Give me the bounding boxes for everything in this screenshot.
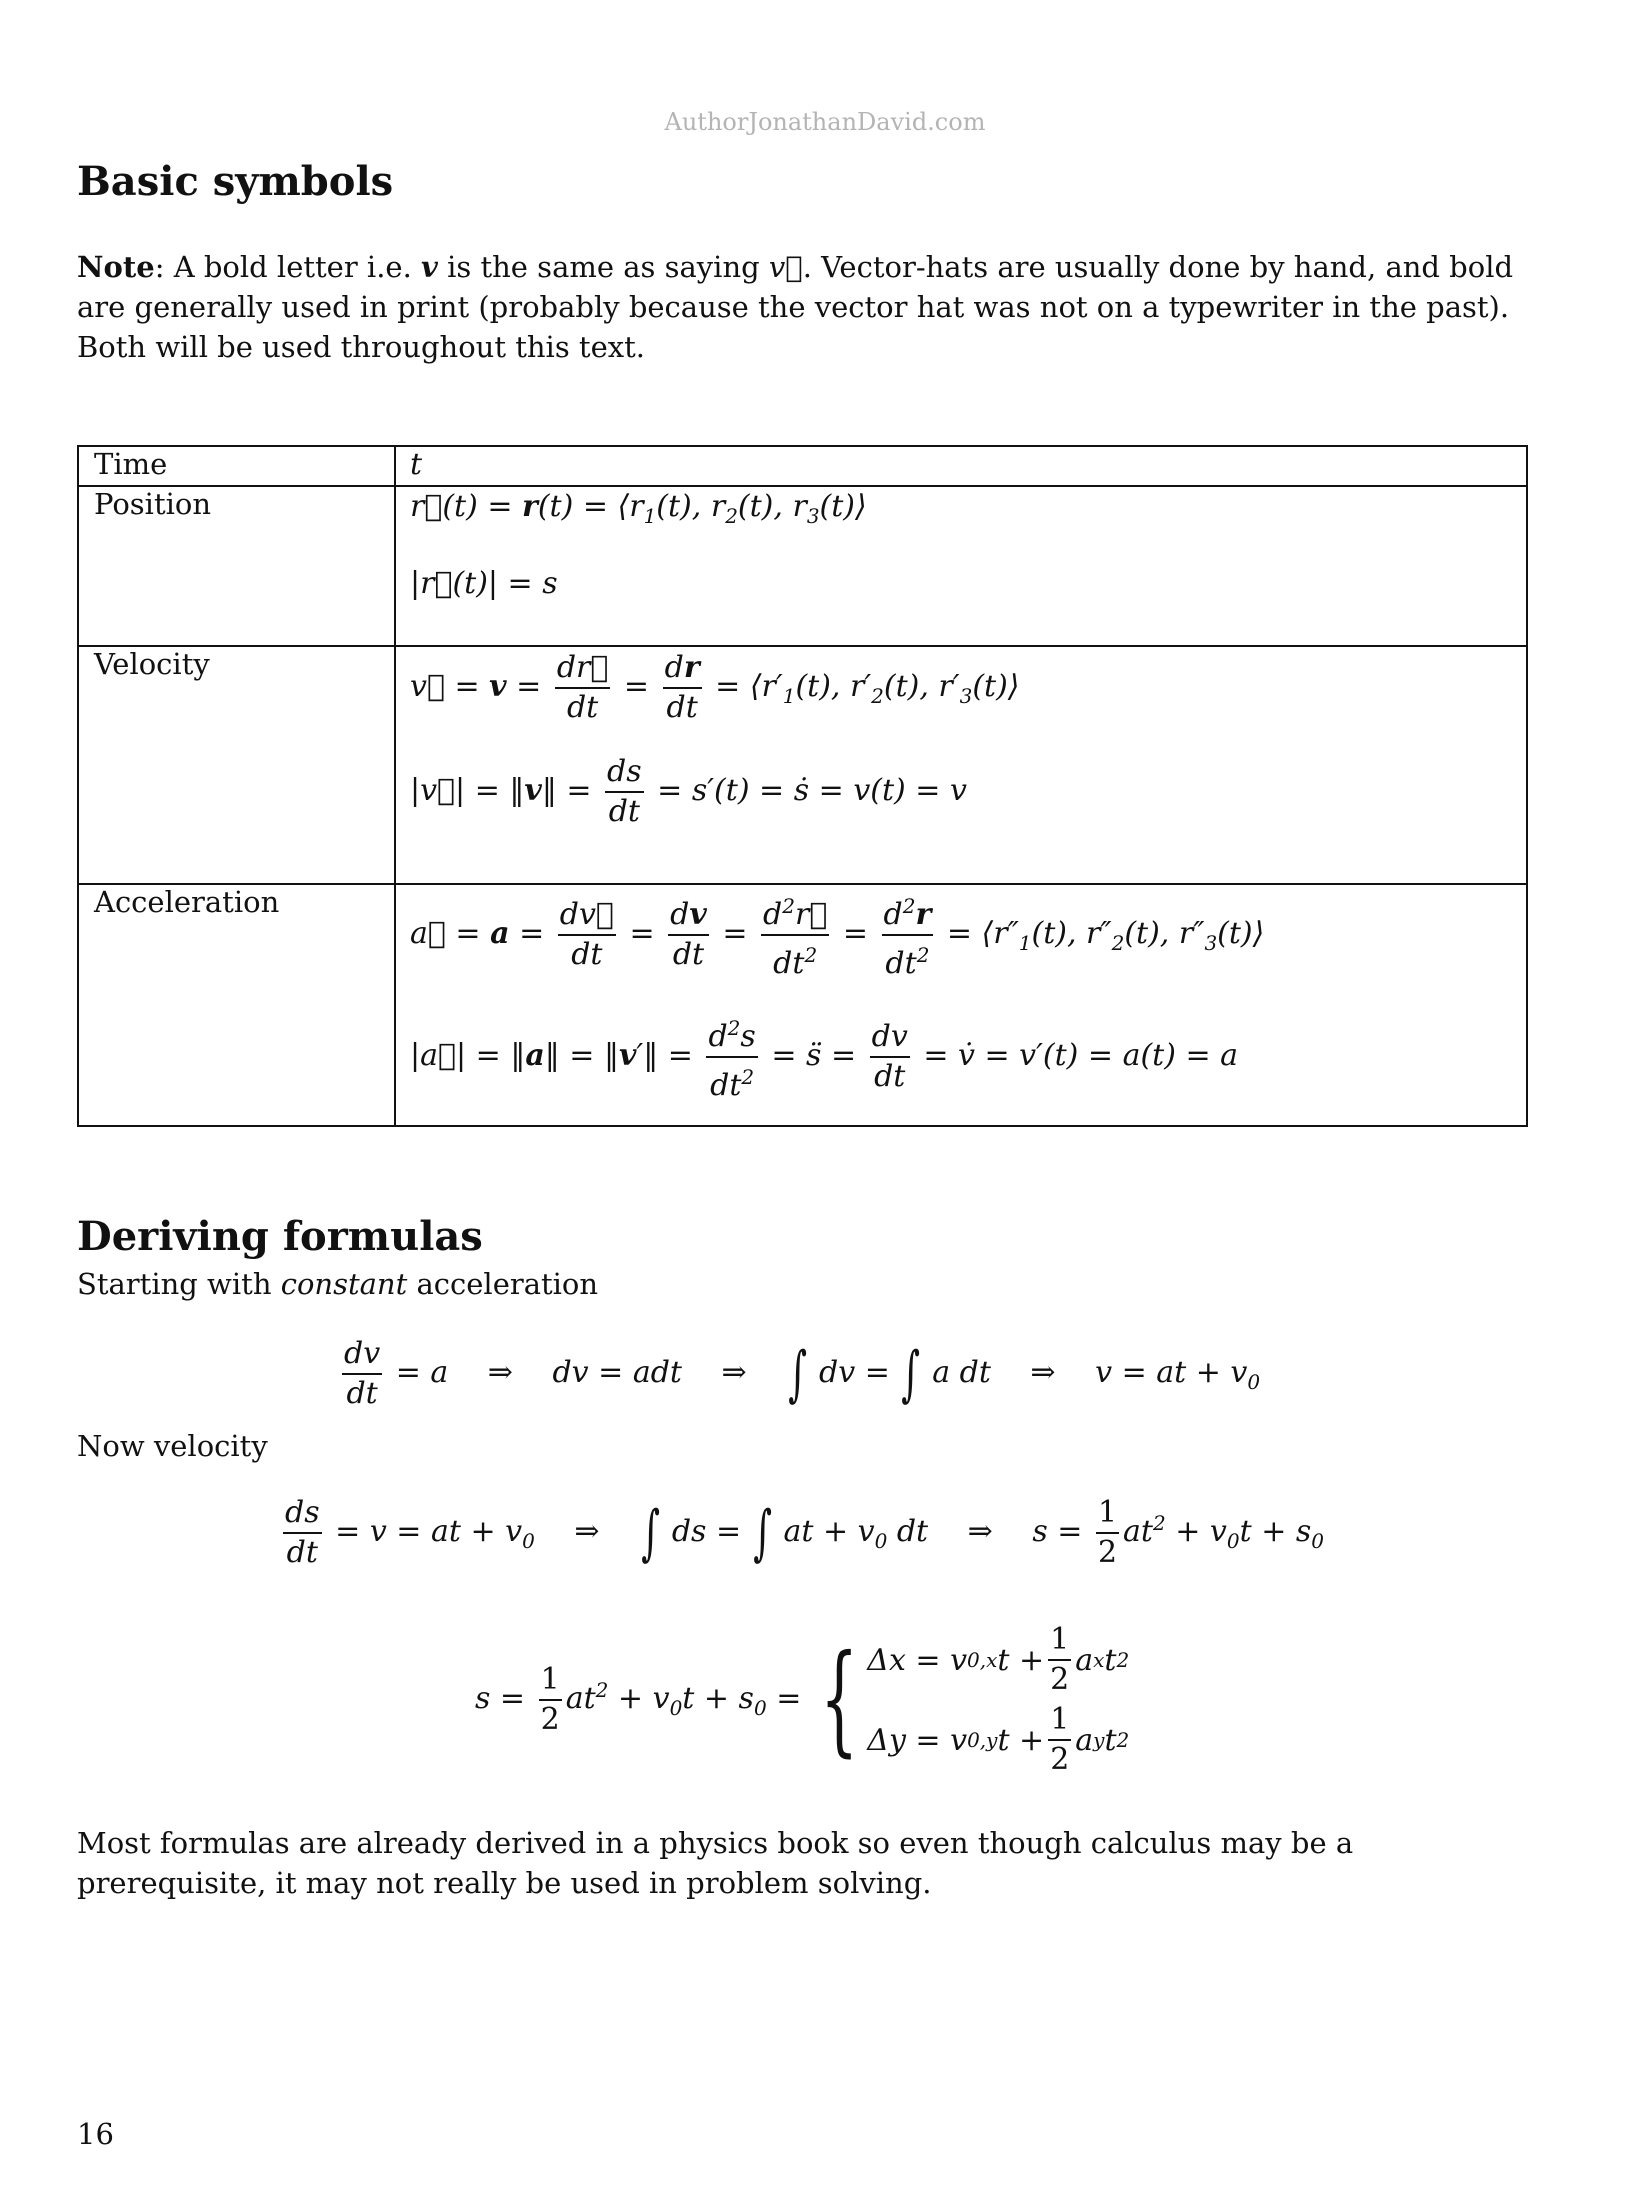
table-row [78,646,1527,884]
position-formulas: r⃗(t) = $r(t) = ⟨r_1(t)$, $r_2(t)$, $r_3(t)⟩$ |r⃗(t)| = s [395,486,1527,646]
note-label: Note [77,250,155,284]
page-number: 16 [77,2117,114,2151]
intro-text-1: Starting with [77,1267,281,1301]
deriving-intro [77,1264,598,1304]
page-header: AuthorJonathanDavid.com [664,108,986,136]
equation-velocity-derivation: $\frac{dv}{dt}$ = a ⇒ dv = adt ⇒ ∫ dv = ∫ a dt ⇒ v = at + $v_0$ [344,1336,1261,1411]
intro-text-2: acceleration [407,1267,599,1301]
note-text-1: : A bold letter i.e. [154,250,422,284]
row-label-acceleration: Acceleration [78,884,395,1126]
time-formula: t [395,446,1527,486]
equation-component-form: s = $\frac{1}{2}$ $at^2 + v_0t + s_0$ = { Δx = v 0,x t + $\frac{1}{2}$ a x t 2 Δy = v 0,y t + $\frac{1}{2}$ a y t 2 [475,1622,1130,1777]
equation-position-derivation: $\frac{ds}{dt}$ = v = at + $v_0$ ⇒ ∫ ds = ∫ at + $v_0$ dt ⇒ s = $\frac{1}{2}$ $at^2 + v_0t + s_0$ [285,1495,1325,1570]
row-label-time: Time [78,446,395,486]
closing-paragraph: Most formulas are already derived in a physics book so even though calculus may be a prerequisite, it may not really be used in problem solving. [77,1826,1354,1900]
velocity-formulas: v⃗ = v = $\frac{dr⃗}{dt}$ = $\frac{dr}{dt}$ = $⟨r'_1(t)$, $r'_2(t)$, $r'_3(t)⟩$ |v⃗| = ‖v‖ = $\frac{ds}{dt}$ = s′(t) = ṡ = v(t) = v [395,646,1527,884]
section-title-basic-symbols: Basic symbols [77,158,394,205]
section-title-deriving-formulas: Deriving formulas [77,1213,483,1260]
symbols-table [77,445,1528,1127]
table-row [78,486,1527,646]
row-label-position: Position [78,486,395,646]
note-paragraph: Note: A bold letter i.e. v is the same as saying v⃗. Vector-hats are usually done by hand, and bold are generally used in print (probably because the vector hat was not on a typewriter in the past). Both will be used throughout this text. [77,250,1514,364]
now-velocity-label: Now velocity [77,1429,268,1463]
note-text-2: is the same as saying [437,250,769,284]
table-row [78,884,1527,1126]
acceleration-formulas: a⃗ = a = $\frac{dv⃗}{dt}$ = $\frac{dv}{dt}$ = $\frac{d^2r⃗}{dt^2}$ = $\frac{d^2r}{dt^2}$ = $⟨r''_1(t)$, $r''_2(t)$, $r''_3(t)⟩$ |a⃗| = ‖a‖ = ‖v′‖ = $\frac{d^2s}{dt^2}$ = s̈ = $\frac{dv}{dt}$ = v̇ = v′(t) = a(t) = a [395,884,1527,1126]
row-label-velocity: Velocity [78,646,395,884]
table-row [78,446,1527,486]
note-text-3: . Vector-hats are usually done by hand, and bold are generally used in print (probably because the vector hat was not on a typewriter in the past). Both will be used throughout this text. [77,250,1514,364]
intro-text-em: constant [280,1267,408,1301]
